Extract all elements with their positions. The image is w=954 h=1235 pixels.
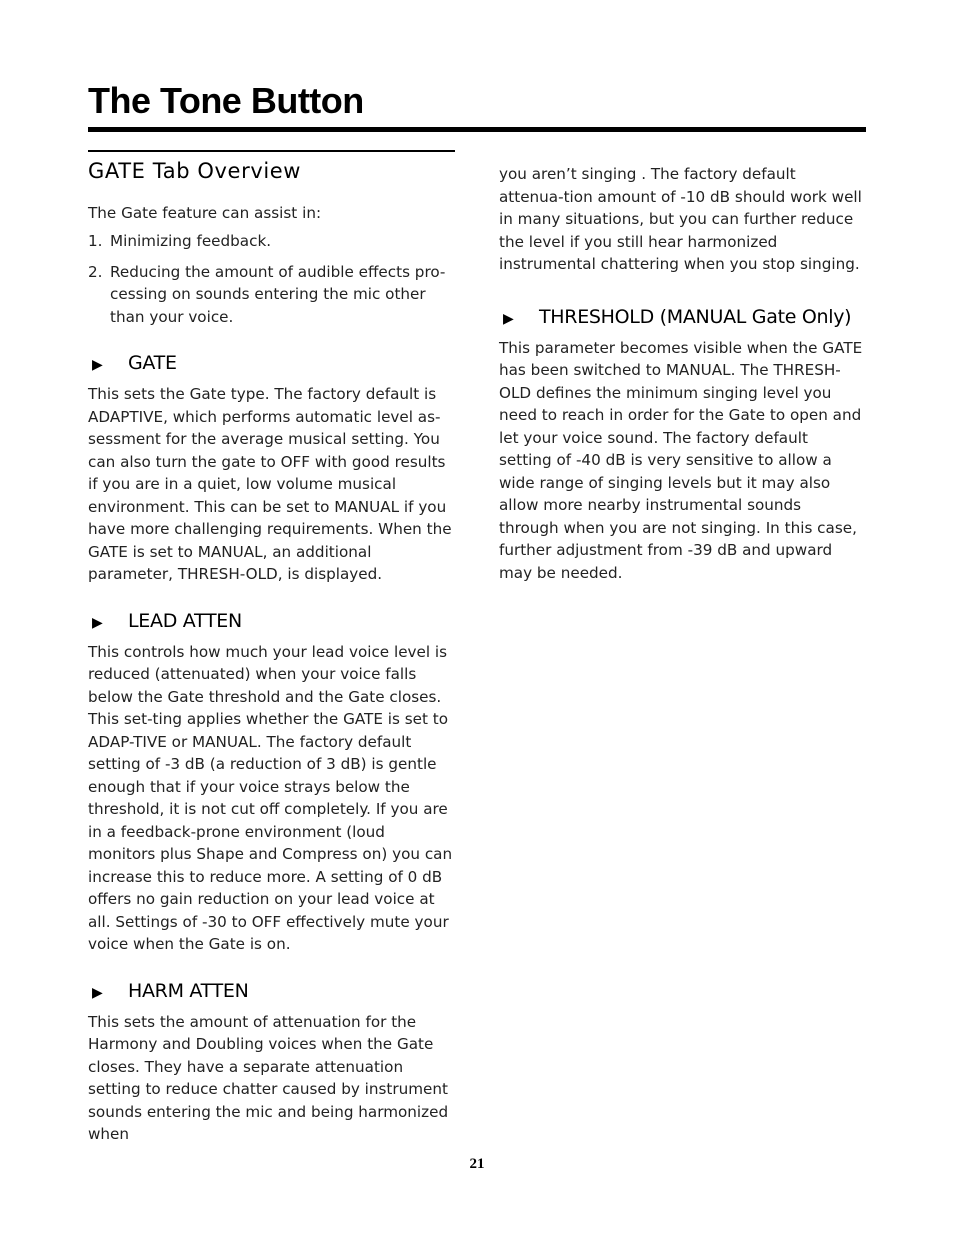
list-text: Minimizing feedback. bbox=[110, 232, 272, 250]
list-item bbox=[88, 261, 454, 329]
triangle-right-icon: ▶ bbox=[503, 310, 514, 327]
param-text-threshold: This parameter becomes visible when the GATE has been switched to MANUAL. The THRESH-OLD defines the minimum singing level you need to reach in order for the Gate to open and let your voice sound. The factory default setting of -40 dB is very sensitive to allow a wide range of singing levels but it may also allow more nearby instrumental sounds through when you are not singing. In this case, further adjustment from -39 dB and upward may be needed. bbox=[499, 338, 863, 582]
page-title: The Tone Button bbox=[88, 80, 364, 121]
param-text-lead-atten: This controls how much your lead voice level is reduced (attenuated) when your voice falls below the Gate threshold and the Gate closes. This set-ting applies whether the GATE is set to ADAP-TIVE or MANUAL. The factory default setting of -3 dB (a reduction of 3 dB) is gentle enough that if your voice strays below the threshold, it is not cut off completely. If you are in a feedback-prone environment (loud monitors plus Shape and Compress on) you can increase this to reduce more. A setting of 0 dB offers no gain reduction on your lead voice at all. Settings of -30 to OFF effectively mute your voice when the Gate is on. bbox=[88, 642, 453, 953]
param-heading-harm-atten bbox=[88, 978, 454, 1005]
param-heading-threshold bbox=[499, 304, 865, 331]
section-heading: GATE Tab Overview bbox=[88, 159, 302, 183]
param-heading-label: HARM ATTEN bbox=[128, 979, 249, 1002]
continuation-text: you aren’t singing . The factory default attenua-tion amount of -10 dB should work well in many situations, but you can further reduce the level if you still hear harmonized instrumental chattering when you stop singing. bbox=[499, 165, 862, 273]
list-text: Reducing the amount of audible effects pro-cessing on sounds entering the mic other than your voice. bbox=[110, 262, 446, 326]
param-text-gate: This sets the Gate type. The factory default is ADAPTIVE, which performs automatic level as-sessment for the average musical setting. You can also turn the gate to OFF with good results if you are in a quiet, low volume musical environment. This can be set to MANUAL if you have more challenging requirements. When the GATE is set to MANUAL, an additional parameter, THRESH-OLD, is displayed. bbox=[88, 385, 452, 583]
param-heading-lead-atten bbox=[88, 608, 454, 635]
param-heading-gate bbox=[88, 350, 454, 377]
title-rule bbox=[88, 127, 866, 132]
left-column bbox=[88, 150, 454, 1146]
page-number: 21 bbox=[469, 1156, 485, 1172]
param-text-harm-atten: This sets the amount of attenuation for the Harmony and Doubling voices when the Gate closes. They have a separate attenuation setting to reduce chatter caused by instrument sounds entering the mic and being harmonized when bbox=[88, 1012, 449, 1143]
intro-text: The Gate feature can assist in: bbox=[88, 203, 322, 222]
triangle-right-icon: ▶ bbox=[92, 984, 103, 1001]
list-item bbox=[88, 230, 454, 253]
triangle-right-icon: ▶ bbox=[92, 357, 103, 373]
triangle-right-icon: ▶ bbox=[92, 614, 103, 631]
list-number: 1. bbox=[88, 232, 103, 250]
feature-list bbox=[88, 230, 454, 328]
param-heading-label: LEAD ATTEN bbox=[128, 609, 242, 632]
param-heading-label: THRESHOLD (MANUAL Gate Only) bbox=[539, 305, 852, 328]
param-heading-label: GATE bbox=[128, 352, 177, 374]
section-rule bbox=[88, 150, 455, 152]
list-number: 2. bbox=[88, 262, 103, 281]
right-column bbox=[499, 163, 865, 584]
